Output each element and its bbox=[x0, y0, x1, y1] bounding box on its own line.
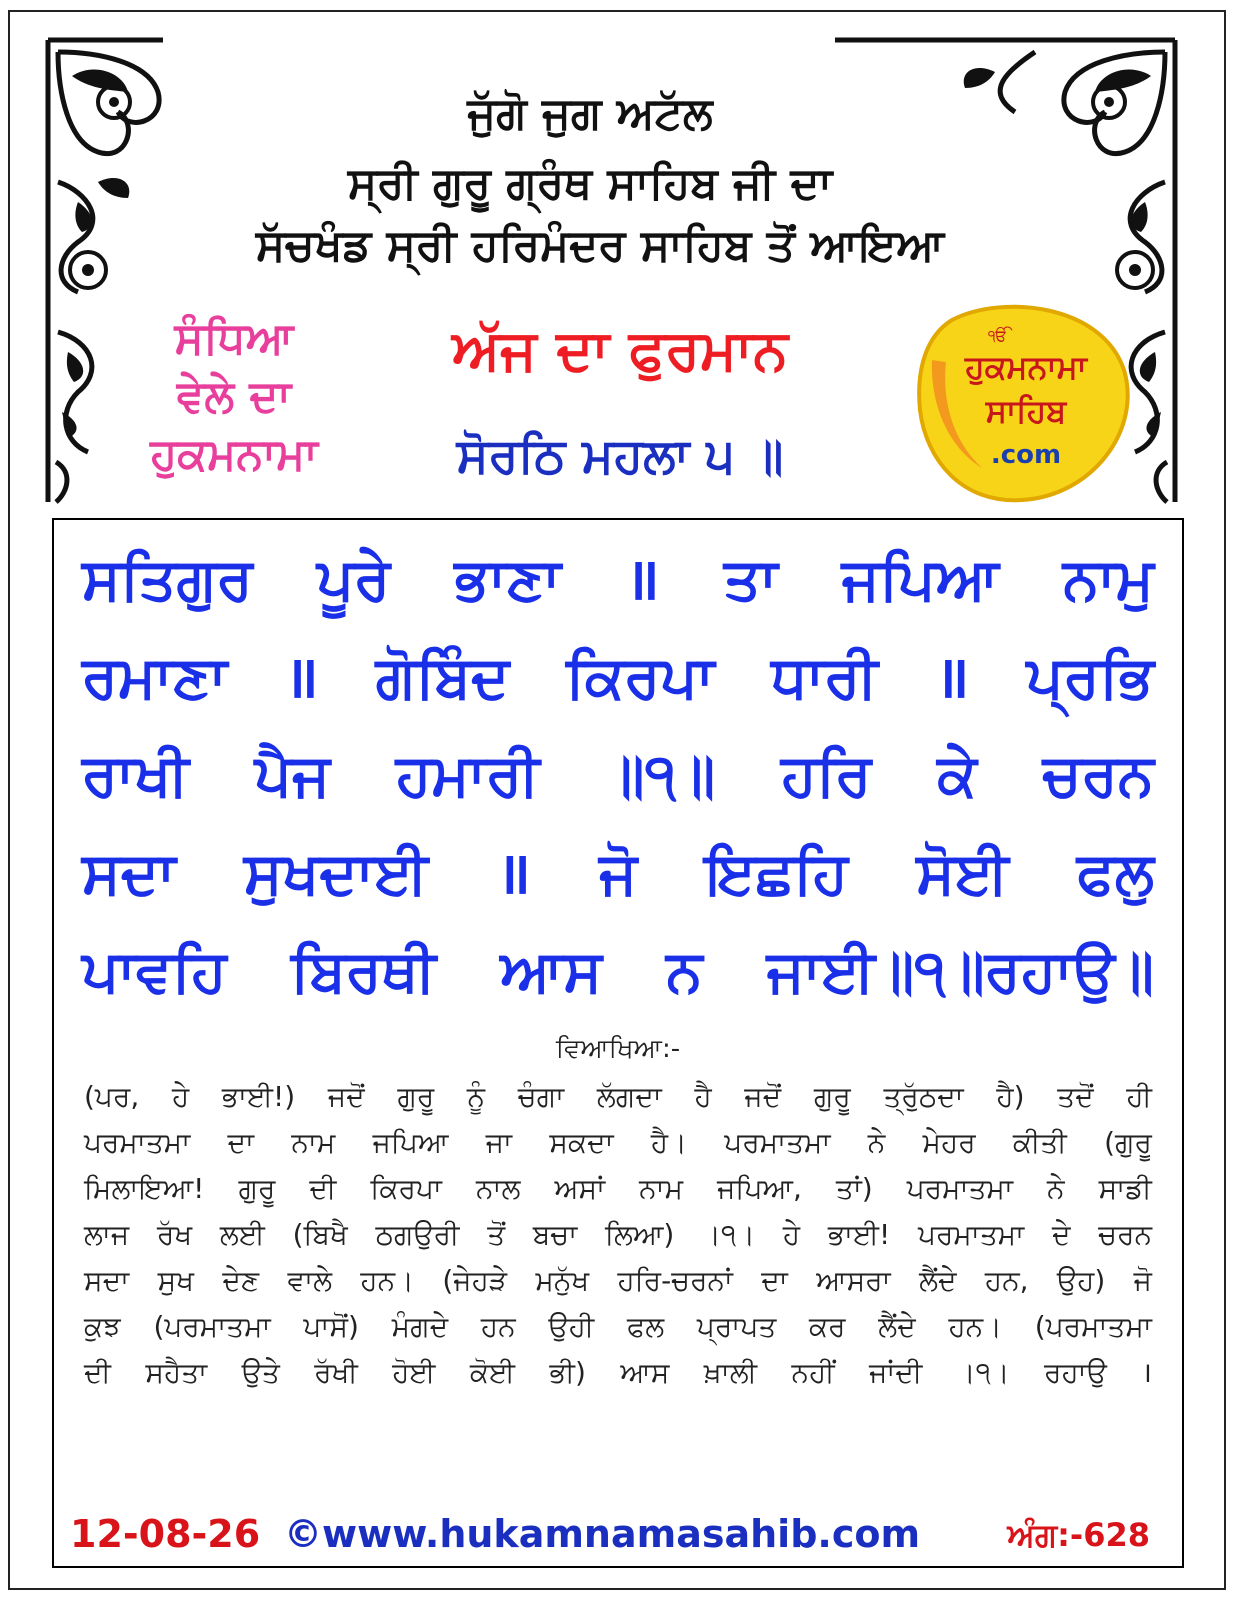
explanation-line bbox=[84, 1120, 1152, 1166]
footer-date: 12-08-26 bbox=[70, 1512, 261, 1556]
explanation-text bbox=[84, 1074, 1152, 1396]
word: ਸੁਖ bbox=[157, 1264, 194, 1297]
word: ਹਨ। bbox=[948, 1310, 1003, 1343]
word: ਭਾਈ!) bbox=[221, 1080, 296, 1113]
word: ॥ bbox=[934, 643, 970, 711]
word: ਰਹਾਉ bbox=[1044, 1356, 1107, 1389]
word: ਹਨ, bbox=[984, 1264, 1029, 1297]
word: ਨਾਮ bbox=[639, 1172, 684, 1205]
word: ਗੁਰੂ bbox=[238, 1172, 276, 1205]
word: (ਪਰਮਾਤਮਾ bbox=[1034, 1310, 1152, 1343]
explanation-line bbox=[84, 1212, 1152, 1258]
word: ਸਤਿਗੁਰ bbox=[82, 545, 253, 613]
word: ਜਪਿਆ bbox=[841, 545, 999, 613]
word: ਲੱਗਦਾ bbox=[596, 1080, 662, 1113]
word: ਜਦੋਂ bbox=[327, 1080, 365, 1113]
word: ਹਰਿ-ਚਰਨਾਂ bbox=[617, 1264, 733, 1297]
word: ਜੋ bbox=[599, 839, 638, 907]
logo-text-line-2: ਸਾਹਿਬ bbox=[985, 392, 1067, 430]
word: ਉਤੇ bbox=[241, 1356, 280, 1389]
word: ਤੋਂ bbox=[487, 1218, 506, 1251]
evening-label-line-2: ਵੇਲੇ ਦਾ bbox=[176, 371, 292, 422]
word: ਗੁਰੂ bbox=[813, 1080, 851, 1113]
word: ਆਸਰਾ bbox=[816, 1264, 891, 1297]
word: ਜਾਂਦੀ bbox=[869, 1356, 923, 1389]
word: । bbox=[1141, 1356, 1152, 1389]
word: ਦਾ bbox=[227, 1126, 255, 1159]
logo-domain: .com bbox=[990, 440, 1062, 470]
word: ਰਮਾਣਾ bbox=[82, 643, 228, 711]
word: ਜਾ bbox=[485, 1126, 513, 1159]
evening-hukamnama-label bbox=[104, 310, 364, 484]
word: ਮਨੁੱਖ bbox=[535, 1264, 590, 1297]
word: ਕੇ bbox=[937, 741, 977, 809]
word: ਹੈ। bbox=[650, 1126, 687, 1159]
word: ਚਰਨ bbox=[1042, 741, 1154, 809]
word: ਦੇ bbox=[1051, 1218, 1071, 1251]
word: ਹੀ bbox=[1126, 1080, 1152, 1113]
word: (ਪਰਮਾਤਮਾ bbox=[153, 1310, 271, 1343]
word: ਦੇਣ bbox=[222, 1264, 260, 1297]
word: ਨਾਲ bbox=[475, 1172, 521, 1205]
word: ਲਈ bbox=[219, 1218, 265, 1251]
word: ਸੁਖਦਾਈ bbox=[243, 839, 429, 907]
word: ਸਦਾ bbox=[84, 1264, 130, 1297]
word: ਨੇ bbox=[1047, 1172, 1065, 1205]
word: ਹੋਈ bbox=[392, 1356, 436, 1389]
word: ਇਛਹਿ bbox=[705, 839, 849, 907]
word: ਧਾਰੀ bbox=[771, 643, 878, 711]
word: ਨੂੰ bbox=[466, 1080, 486, 1113]
word: (ਪਰ, bbox=[84, 1080, 140, 1113]
explanation-heading: ਵਿਆਖਿਆ:- bbox=[555, 1034, 681, 1064]
word: ਕਰ bbox=[809, 1310, 846, 1343]
word: ਪਰਮਾਤਮਾ bbox=[917, 1218, 1025, 1251]
word: ਕਿਰਪਾ bbox=[566, 643, 715, 711]
word: ਬਚਾ bbox=[532, 1218, 578, 1251]
word: ਚੰਗਾ bbox=[517, 1080, 565, 1113]
shabad-line bbox=[82, 628, 1154, 726]
word: ਹੇ bbox=[171, 1080, 190, 1113]
raag-title: ਸੋਰਠਿ ਮਹਲਾ ੫ ॥ bbox=[456, 428, 784, 484]
word: ॥ bbox=[496, 839, 531, 907]
word: ਹਨ bbox=[480, 1310, 516, 1343]
word: ਭਾਈ! bbox=[827, 1218, 891, 1251]
word: ਠਗਉਰੀ bbox=[375, 1218, 460, 1251]
word: ਨਾਮ bbox=[291, 1126, 336, 1159]
evening-label-line-3: ਹੁਕਮਨਾਮਾ bbox=[150, 429, 318, 480]
shabad-line bbox=[82, 530, 1154, 628]
word: ਗੁਰੂ bbox=[397, 1080, 435, 1113]
word: ਲੈਂਦੇ bbox=[878, 1310, 916, 1343]
word: ਰੱਖੀ bbox=[314, 1356, 358, 1389]
explanation-line bbox=[84, 1074, 1152, 1120]
word: ਉਹ) bbox=[1056, 1264, 1106, 1297]
word: ਨਾਮੁ bbox=[1062, 545, 1154, 613]
word: ਹਮਾਰੀ bbox=[395, 741, 540, 809]
word: ॥੧॥ bbox=[605, 741, 716, 809]
word: ਦੀ bbox=[309, 1172, 337, 1205]
word: ਹਨ। bbox=[360, 1264, 414, 1297]
word: ਹਰਿ bbox=[781, 741, 872, 809]
word: ਨ bbox=[666, 937, 703, 1005]
word: ਪ੍ਰਾਪਤ bbox=[696, 1310, 777, 1343]
word: ਰੱਖ bbox=[157, 1218, 193, 1251]
shabad-line bbox=[82, 922, 1154, 1020]
evening-label-line-1: ਸੰਧਿਆ bbox=[174, 313, 294, 364]
word: ਪਾਸੋਂ) bbox=[303, 1310, 359, 1343]
word: ਕੀਤੀ bbox=[1012, 1126, 1067, 1159]
word: ਸਹੈਤਾ bbox=[145, 1356, 208, 1389]
farman-title: ਅੱਜ ਦਾ ਫੁਰਮਾਨ bbox=[452, 318, 788, 383]
logo-symbol: ੴ bbox=[988, 326, 1008, 345]
shabad-line bbox=[82, 726, 1154, 824]
word: ਕੋਈ bbox=[469, 1356, 515, 1389]
word: ਹੈ) bbox=[996, 1080, 1025, 1113]
word: ਹੈ bbox=[694, 1080, 712, 1113]
word: ਨੇ bbox=[867, 1126, 886, 1159]
word: ਨਹੀਂ bbox=[791, 1356, 835, 1389]
footer bbox=[70, 1512, 1160, 1562]
word: ਲਾਜ bbox=[84, 1218, 130, 1251]
word: ਤ੍ਰੁੱਠਦਾ bbox=[883, 1080, 964, 1113]
word: ਤਾ bbox=[723, 545, 778, 613]
word: ਭੀ) bbox=[549, 1356, 586, 1389]
word: ਜਦੋਂ bbox=[744, 1080, 782, 1113]
word: ਦਾ bbox=[761, 1264, 788, 1297]
site-logo bbox=[912, 300, 1140, 510]
word: ਲਿਆ) bbox=[605, 1218, 675, 1251]
word: ਪਾਵਹਿ bbox=[82, 937, 227, 1005]
word: (ਬਿਖੈ bbox=[292, 1218, 348, 1251]
word: ਸੋਈ bbox=[916, 839, 1009, 907]
word: ਪਰਮਾਤਮਾ bbox=[906, 1172, 1013, 1205]
footer-ang-number: ਅੰਗ:-628 bbox=[1007, 1516, 1150, 1554]
word: ਜਪਿਆ, bbox=[717, 1172, 802, 1205]
word: ਕਿਰਪਾ bbox=[370, 1172, 442, 1205]
word: ਸਕਦਾ bbox=[549, 1126, 614, 1159]
word: ਫਲੁ bbox=[1076, 839, 1154, 907]
word: ਆਸ bbox=[500, 937, 602, 1005]
word: ਮੰਗਦੇ bbox=[391, 1310, 449, 1343]
word: (ਜੇਹੜੇ bbox=[442, 1264, 508, 1297]
shabad-text bbox=[82, 530, 1154, 1020]
explanation-line bbox=[84, 1304, 1152, 1350]
word: ਸਦਾ bbox=[82, 839, 176, 907]
word: ਗੋਬਿੰਦ bbox=[375, 643, 510, 711]
word: ਮਿਲਾਇਆ! bbox=[84, 1172, 205, 1205]
word: ਬਿਰਥੀ bbox=[290, 937, 436, 1005]
word: (ਗੁਰੂ bbox=[1104, 1126, 1152, 1159]
word: ਉਹੀ bbox=[548, 1310, 595, 1343]
header-title-1: ਜੁੱਗੋ ਜੁਗ ਅਟੱਲ bbox=[467, 88, 713, 139]
shabad-line bbox=[82, 824, 1154, 922]
word: ਰਾਖੀ bbox=[82, 741, 189, 809]
word: ਦੀ bbox=[84, 1356, 111, 1389]
explanation-line bbox=[84, 1350, 1152, 1396]
word: ਕੁਝ bbox=[84, 1310, 121, 1343]
word: ਚਰਨ bbox=[1098, 1218, 1152, 1251]
word: ਮੇਹਰ bbox=[922, 1126, 976, 1159]
word: ਤਦੋਂ bbox=[1057, 1080, 1094, 1113]
word: ਹੇ bbox=[782, 1218, 801, 1251]
word: ਵਾਲੇ bbox=[287, 1264, 333, 1297]
footer-website-link[interactable]: ©www.hukamnamasahib.com bbox=[284, 1512, 921, 1556]
word: ਸਾਡੀ bbox=[1098, 1172, 1152, 1205]
word: ਪੂਰੇ bbox=[316, 545, 391, 613]
word: ।੧। bbox=[956, 1356, 1010, 1389]
logo-text-line-1: ਹੁਕਮਨਾਮਾ bbox=[965, 348, 1087, 386]
word: ਲੈਂਦੇ bbox=[919, 1264, 957, 1297]
word: ॥ bbox=[283, 643, 319, 711]
word: ਜਾਈ॥੧॥ਰਹਾਉ॥ bbox=[766, 937, 1154, 1005]
word: ਫਲ bbox=[626, 1310, 665, 1343]
word: ਤਾਂ) bbox=[835, 1172, 873, 1205]
word: ।੧। bbox=[702, 1218, 756, 1251]
header-title-2: ਸ੍ਰੀ ਗੁਰੂ ਗ੍ਰੰਥ ਸਾਹਿਬ ਜੀ ਦਾ bbox=[347, 158, 833, 209]
word: ॥ bbox=[625, 545, 660, 613]
word: ਪਰਮਾਤਮਾ bbox=[84, 1126, 191, 1159]
word: ਪੈਜ bbox=[254, 741, 330, 809]
header-title-3: ਸੱਚਖੰਡ ਸ੍ਰੀ ਹਰਿਮੰਦਰ ਸਾਹਿਬ ਤੋਂ ਆਇਆ bbox=[255, 220, 945, 271]
word: ਆਸ bbox=[620, 1356, 670, 1389]
explanation-line bbox=[84, 1258, 1152, 1304]
word: ਖ਼ਾਲੀ bbox=[703, 1356, 758, 1389]
word: ਜੋ bbox=[1133, 1264, 1152, 1297]
word: ਪ੍ਰਭਿ bbox=[1026, 643, 1154, 711]
word: ਅਸਾਂ bbox=[554, 1172, 606, 1205]
word: ਪਰਮਾਤਮਾ bbox=[724, 1126, 831, 1159]
word: ਜਪਿਆ bbox=[372, 1126, 449, 1159]
explanation-line bbox=[84, 1166, 1152, 1212]
word: ਭਾਣਾ bbox=[454, 545, 561, 613]
